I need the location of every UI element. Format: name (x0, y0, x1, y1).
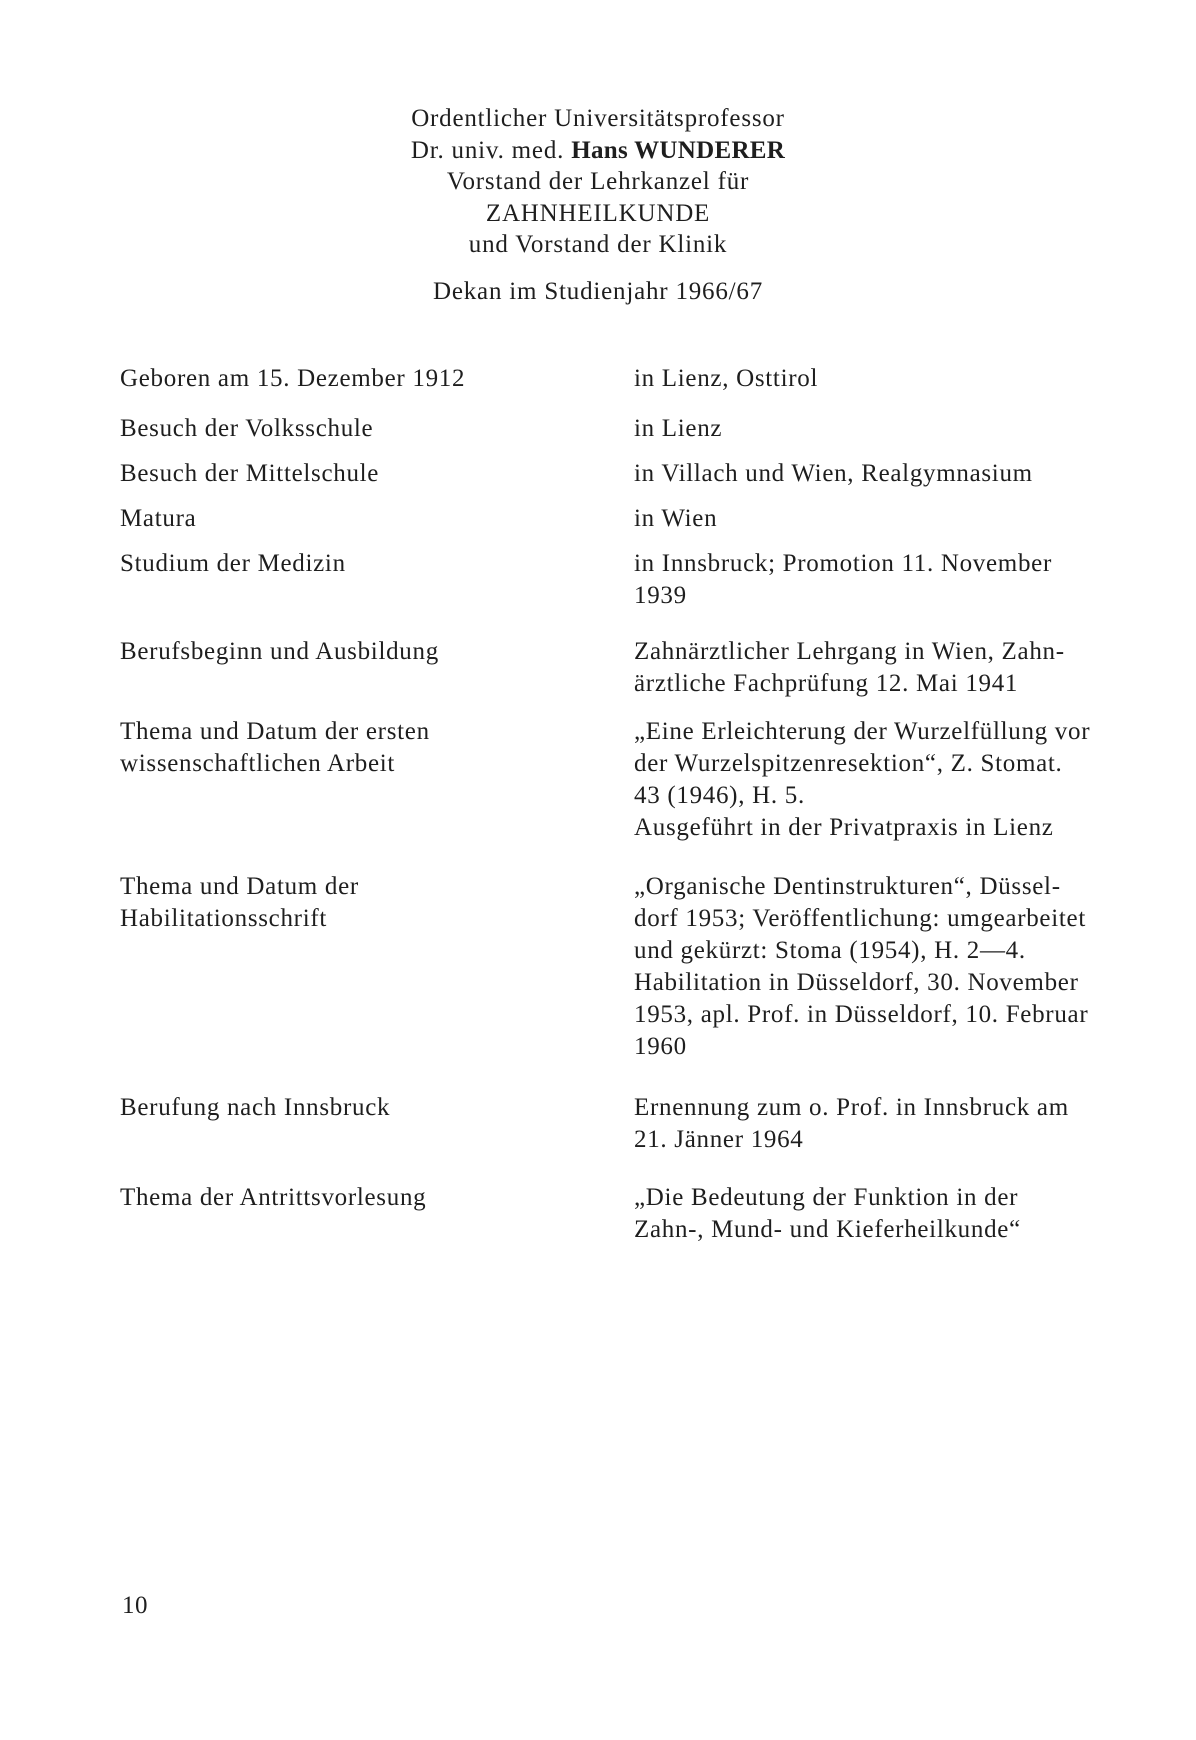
row-value (634, 503, 1120, 535)
row-label (120, 636, 634, 668)
row-label (120, 1092, 634, 1124)
row-label (120, 716, 634, 780)
row-label-line: Thema und Datum der ersten (120, 718, 430, 745)
row-value-line: 21. Jänner 1964 (634, 1126, 804, 1153)
row-value-line: in Villach und Wien, Realgymnasium (634, 460, 1033, 487)
row-value (634, 871, 1120, 1063)
table-row (120, 503, 1120, 535)
row-label-line: Besuch der Mittelschule (120, 460, 380, 487)
clinic-line: und Vorstand der Klinik (468, 231, 728, 258)
row-label-line: Berufung nach Innsbruck (120, 1094, 391, 1121)
row-label-line: Besuch der Volksschule (120, 415, 374, 442)
row-label-line: Thema und Datum der (120, 873, 359, 900)
row-value-line: der Wurzelspitzenresektion“, Z. Stomat. (634, 750, 1063, 777)
page-number: 10 (122, 1592, 148, 1619)
row-value (634, 413, 1120, 445)
row-label (120, 413, 634, 445)
header-block (0, 103, 1196, 307)
row-value-line: in Innsbruck; Promotion 11. November (634, 550, 1052, 577)
row-value (634, 548, 1120, 612)
row-value-line: Ernennung zum o. Prof. in Innsbruck am (634, 1094, 1069, 1121)
table-row (120, 458, 1120, 490)
row-label (120, 1182, 634, 1214)
row-label-line: Studium der Medizin (120, 550, 346, 577)
table-row (120, 716, 1120, 844)
row-value-line: dorf 1953; Veröffentlichung: umgearbeitet (634, 905, 1086, 932)
row-value (634, 636, 1120, 700)
table-row (120, 548, 1120, 612)
person-name: Hans WUNDERER (571, 136, 786, 164)
row-label-line: Thema der Antrittsvorlesung (120, 1184, 427, 1211)
row-value-line: in Lienz (634, 415, 723, 442)
biography-table (120, 363, 1120, 1246)
row-value-line: „Die Bedeutung der Funktion in der (634, 1184, 1019, 1211)
row-label-line: Geboren am 15. Dezember 1912 (120, 365, 466, 392)
row-label-line: Habilitationsschrift (120, 905, 328, 932)
department-line: ZAHNHEILKUNDE (485, 199, 711, 227)
row-value-line: „Organische Dentinstrukturen“, Düssel- (634, 873, 1061, 900)
row-value-line: 1960 (634, 1033, 687, 1060)
row-label-line: Berufsbeginn und Ausbildung (120, 638, 439, 665)
row-value-line: in Lienz, Osttirol (634, 365, 819, 392)
table-row (120, 636, 1120, 700)
row-value (634, 1182, 1120, 1246)
table-row (120, 871, 1120, 1063)
row-value (634, 363, 1120, 395)
row-label-line: wissenschaftlichen Arbeit (120, 750, 396, 777)
table-row (120, 413, 1120, 445)
row-value-line: Zahn-, Mund- und Kieferheilkunde“ (634, 1216, 1021, 1243)
row-value-line: 1939 (634, 582, 687, 609)
row-label (120, 871, 634, 935)
table-row (120, 1092, 1120, 1156)
table-row (120, 1182, 1120, 1246)
table-row (120, 363, 1120, 395)
row-value (634, 458, 1120, 490)
row-value-line: Ausgeführt in der Privatpraxis in Lienz (634, 814, 1054, 841)
position-line: Vorstand der Lehrkanzel für (446, 168, 750, 195)
row-value-line: Habilitation in Düsseldorf, 30. November (634, 969, 1079, 996)
row-value-line: ärztliche Fachprüfung 12. Mai 1941 (634, 670, 1019, 697)
row-value (634, 1092, 1120, 1156)
row-label (120, 548, 634, 580)
row-label (120, 503, 634, 535)
degree-prefix: Dr. univ. med. (410, 136, 572, 164)
dean-line: Dekan im Studienjahr 1966/67 (433, 277, 763, 305)
row-value-line: 43 (1946), H. 5. (634, 782, 805, 809)
row-label-line: Matura (120, 505, 197, 532)
row-label (120, 363, 634, 395)
row-value (634, 716, 1120, 844)
row-value-line: in Wien (634, 505, 718, 532)
row-value-line: Zahnärztlicher Lehrgang in Wien, Zahn- (634, 638, 1065, 665)
row-value-line: und gekürzt: Stoma (1954), H. 2—4. (634, 937, 1026, 964)
title-line: Ordentlicher Universitätsprofessor (411, 105, 785, 132)
row-label (120, 458, 634, 490)
row-value-line: „Eine Erleichterung der Wurzelfüllung vor (634, 718, 1091, 745)
row-value-line: 1953, apl. Prof. in Düsseldorf, 10. Februar (634, 1001, 1089, 1028)
name-line (0, 135, 1196, 167)
